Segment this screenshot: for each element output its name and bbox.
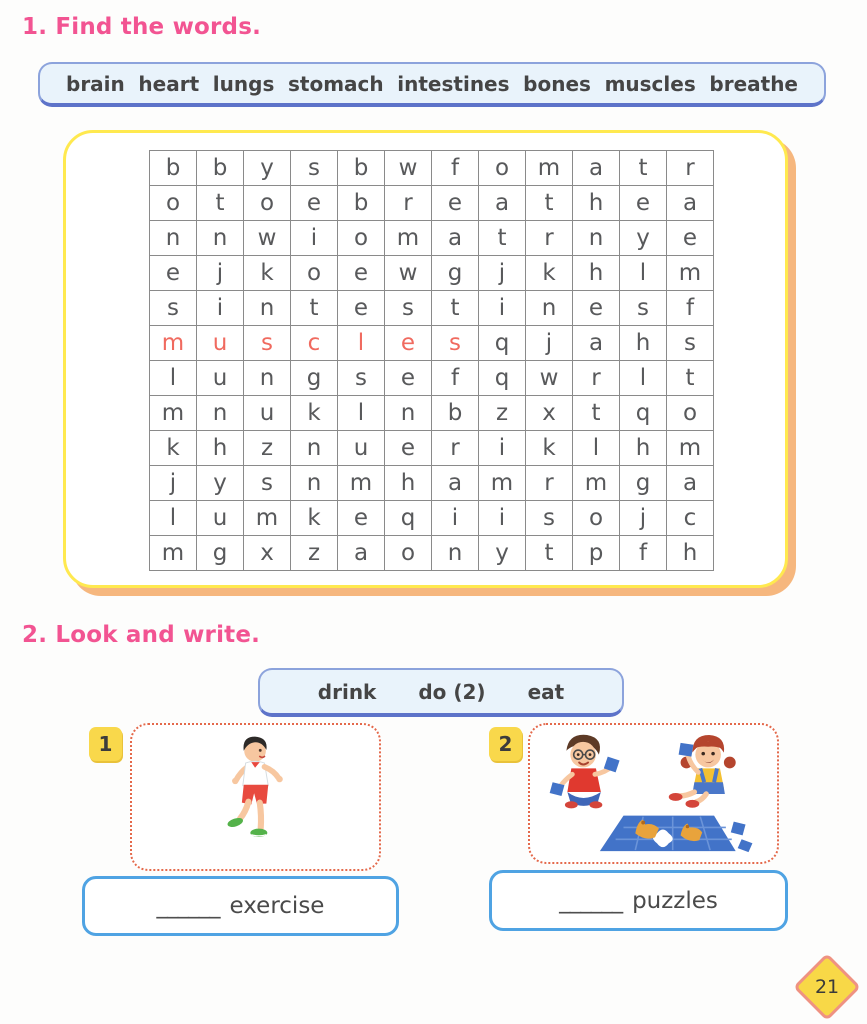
- grid-cell: n: [150, 221, 197, 256]
- grid-cell: f: [620, 536, 667, 571]
- grid-cell: o: [150, 186, 197, 221]
- grid-cell: q: [479, 361, 526, 396]
- grid-cell: r: [573, 361, 620, 396]
- grid-cell: l: [338, 396, 385, 431]
- grid-cell: j: [150, 466, 197, 501]
- grid-cell: n: [526, 291, 573, 326]
- grid-cell: f: [432, 361, 479, 396]
- grid-cell: u: [338, 431, 385, 466]
- grid-cell: s: [291, 151, 338, 186]
- grid-cell: l: [150, 361, 197, 396]
- grid-cell: q: [385, 501, 432, 536]
- item-1-number-badge: 1: [89, 727, 122, 761]
- grid-cell: a: [667, 466, 714, 501]
- grid-cell: c: [291, 326, 338, 361]
- grid-cell: y: [244, 151, 291, 186]
- grid-cell: w: [526, 361, 573, 396]
- grid-cell: e: [385, 431, 432, 466]
- word-bank-2: [258, 668, 624, 717]
- grid-cell: e: [573, 291, 620, 326]
- item-1-answer-label: exercise: [229, 893, 325, 919]
- grid-cell: s: [526, 501, 573, 536]
- grid-cell: m: [667, 256, 714, 291]
- grid-cell: n: [432, 536, 479, 571]
- section2-heading: 2. Look and write.: [22, 622, 261, 648]
- grid-cell: t: [667, 361, 714, 396]
- grid-cell: e: [385, 361, 432, 396]
- grid-cell: f: [667, 291, 714, 326]
- grid-cell: b: [338, 151, 385, 186]
- grid-cell: m: [150, 536, 197, 571]
- grid-cell: h: [667, 536, 714, 571]
- grid-cell: a: [432, 221, 479, 256]
- grid-cell: g: [432, 256, 479, 291]
- grid-cell: o: [385, 536, 432, 571]
- grid-cell: h: [573, 256, 620, 291]
- grid-cell: m: [526, 151, 573, 186]
- grid-cell: o: [338, 221, 385, 256]
- grid-cell: n: [385, 396, 432, 431]
- word-bank-word: brain: [66, 71, 125, 96]
- grid-cell: e: [432, 186, 479, 221]
- grid-cell: l: [338, 326, 385, 361]
- grid-cell: e: [338, 291, 385, 326]
- grid-cell: k: [291, 501, 338, 536]
- grid-cell: h: [620, 326, 667, 361]
- grid-cell: j: [526, 326, 573, 361]
- grid-cell: u: [197, 501, 244, 536]
- grid-cell: t: [197, 186, 244, 221]
- grid-cell: r: [667, 151, 714, 186]
- grid-cell: o: [291, 256, 338, 291]
- word-bank-word: bones: [523, 71, 591, 96]
- grid-cell: b: [197, 151, 244, 186]
- grid-cell: m: [479, 466, 526, 501]
- grid-cell: o: [573, 501, 620, 536]
- grid-cell: m: [338, 466, 385, 501]
- boy-exercise-illustration: [181, 731, 331, 863]
- grid-cell: l: [620, 361, 667, 396]
- grid-cell: t: [479, 221, 526, 256]
- grid-cell: z: [479, 396, 526, 431]
- grid-cell: r: [526, 221, 573, 256]
- grid-cell: r: [526, 466, 573, 501]
- grid-cell: x: [526, 396, 573, 431]
- grid-cell: n: [197, 396, 244, 431]
- grid-cell: t: [620, 151, 667, 186]
- grid-cell: k: [244, 256, 291, 291]
- grid-cell: g: [620, 466, 667, 501]
- grid-cell: t: [526, 536, 573, 571]
- grid-cell: n: [291, 466, 338, 501]
- grid-cell: n: [244, 361, 291, 396]
- word-bank-1: [38, 62, 826, 107]
- grid-cell: t: [291, 291, 338, 326]
- grid-cell: j: [620, 501, 667, 536]
- grid-cell: i: [197, 291, 244, 326]
- grid-cell: t: [432, 291, 479, 326]
- grid-cell: b: [338, 186, 385, 221]
- grid-cell: j: [197, 256, 244, 291]
- grid-cell: i: [479, 431, 526, 466]
- grid-cell: y: [479, 536, 526, 571]
- item-2-picture-box: [528, 723, 779, 864]
- grid-cell: y: [620, 221, 667, 256]
- grid-cell: w: [385, 256, 432, 291]
- word-bank-word: drink: [317, 679, 377, 704]
- grid-cell: o: [667, 396, 714, 431]
- kids-puzzle-illustration: [540, 731, 768, 857]
- grid-cell: m: [244, 501, 291, 536]
- grid-cell: u: [197, 361, 244, 396]
- grid-cell: g: [197, 536, 244, 571]
- word-bank-word: breathe: [709, 71, 798, 96]
- grid-cell: n: [244, 291, 291, 326]
- grid-cell: f: [432, 151, 479, 186]
- item-1-picture-box: [130, 723, 381, 871]
- grid-cell: m: [573, 466, 620, 501]
- grid-cell: e: [338, 256, 385, 291]
- grid-cell: o: [479, 151, 526, 186]
- item-2-answer-box: [489, 870, 788, 931]
- grid-cell: r: [385, 186, 432, 221]
- grid-cell: l: [150, 501, 197, 536]
- item-1-answer-blank[interactable]: ______: [156, 893, 220, 919]
- grid-cell: e: [667, 221, 714, 256]
- grid-cell: a: [667, 186, 714, 221]
- word-bank-word: stomach: [288, 71, 384, 96]
- grid-cell: j: [479, 256, 526, 291]
- grid-cell: s: [150, 291, 197, 326]
- grid-cell: l: [573, 431, 620, 466]
- grid-cell: e: [150, 256, 197, 291]
- page-number-badge: [793, 953, 861, 1021]
- grid-cell: s: [338, 361, 385, 396]
- grid-cell: h: [385, 466, 432, 501]
- grid-cell: s: [385, 291, 432, 326]
- item-2-answer-blank[interactable]: ______: [559, 887, 623, 914]
- grid-cell: q: [620, 396, 667, 431]
- item-2-answer-label: puzzles: [632, 887, 718, 914]
- grid-cell: l: [620, 256, 667, 291]
- grid-cell: a: [573, 151, 620, 186]
- grid-cell: h: [620, 431, 667, 466]
- grid-cell: e: [385, 326, 432, 361]
- grid-cell: h: [573, 186, 620, 221]
- word-bank-word: lungs: [212, 71, 275, 96]
- word-bank-word: do (2): [418, 679, 486, 704]
- grid-cell: e: [620, 186, 667, 221]
- section1-heading: 1. Find the words.: [22, 14, 262, 40]
- word-bank-word: intestines: [397, 71, 510, 96]
- word-bank-word: heart: [138, 71, 200, 96]
- grid-cell: a: [479, 186, 526, 221]
- word-bank-word: eat: [527, 679, 565, 704]
- grid-cell: s: [244, 326, 291, 361]
- grid-cell: u: [197, 326, 244, 361]
- grid-cell: t: [573, 396, 620, 431]
- grid-cell: z: [244, 431, 291, 466]
- grid-cell: g: [291, 361, 338, 396]
- grid-cell: m: [150, 396, 197, 431]
- page-number: 21: [814, 976, 840, 998]
- grid-cell: k: [150, 431, 197, 466]
- grid-cell: x: [244, 536, 291, 571]
- grid-cell: s: [667, 326, 714, 361]
- grid-cell: w: [385, 151, 432, 186]
- grid-cell: h: [197, 431, 244, 466]
- word-search-container: [63, 130, 788, 588]
- grid-cell: w: [244, 221, 291, 256]
- grid-cell: m: [150, 326, 197, 361]
- grid-cell: e: [291, 186, 338, 221]
- grid-cell: s: [620, 291, 667, 326]
- grid-cell: b: [432, 396, 479, 431]
- grid-cell: a: [573, 326, 620, 361]
- grid-cell: z: [291, 536, 338, 571]
- word-search-grid: [149, 150, 714, 571]
- grid-cell: k: [291, 396, 338, 431]
- grid-cell: y: [197, 466, 244, 501]
- grid-cell: r: [432, 431, 479, 466]
- grid-cell: k: [526, 431, 573, 466]
- grid-cell: c: [667, 501, 714, 536]
- grid-cell: s: [244, 466, 291, 501]
- grid-cell: a: [338, 536, 385, 571]
- grid-cell: i: [479, 501, 526, 536]
- grid-cell: p: [573, 536, 620, 571]
- grid-cell: n: [573, 221, 620, 256]
- grid-cell: b: [150, 151, 197, 186]
- grid-cell: n: [291, 431, 338, 466]
- grid-cell: o: [244, 186, 291, 221]
- grid-cell: s: [432, 326, 479, 361]
- word-bank-word: muscles: [604, 71, 696, 96]
- grid-cell: m: [667, 431, 714, 466]
- grid-cell: a: [432, 466, 479, 501]
- grid-cell: t: [526, 186, 573, 221]
- grid-cell: m: [385, 221, 432, 256]
- grid-cell: n: [197, 221, 244, 256]
- item-2-number-badge: 2: [489, 727, 522, 761]
- grid-cell: e: [338, 501, 385, 536]
- grid-cell: u: [244, 396, 291, 431]
- grid-cell: i: [479, 291, 526, 326]
- item-1-answer-box: [82, 876, 399, 936]
- grid-cell: i: [432, 501, 479, 536]
- grid-cell: q: [479, 326, 526, 361]
- grid-cell: k: [526, 256, 573, 291]
- grid-cell: i: [291, 221, 338, 256]
